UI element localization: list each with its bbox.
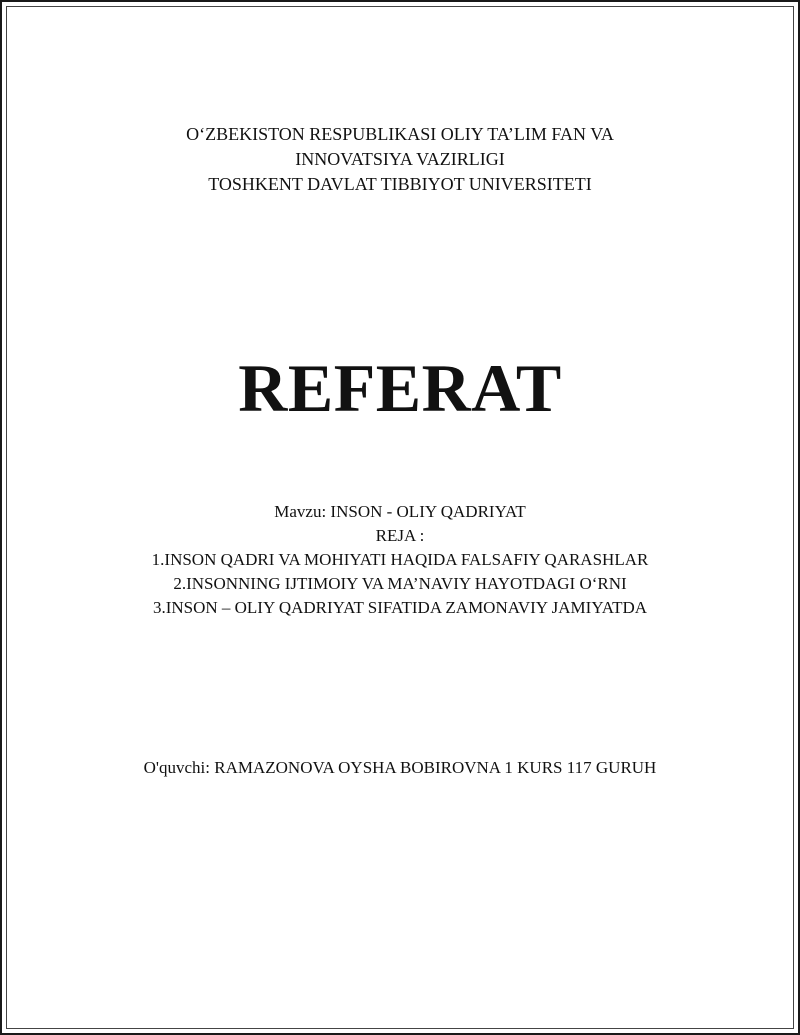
header-line-3: TOSHKENT DAVLAT TIBBIYOT UNIVERSITETI <box>208 174 592 194</box>
student-course: 1 KURS <box>504 758 563 777</box>
institution-header <box>0 122 800 197</box>
topic-label: Mavzu: <box>274 502 327 521</box>
plan-item-2: 2.INSONNING IJTIMOIY VA MA’NAVIY HAYOTDAGI O‘RNI <box>173 574 627 593</box>
plan-item-1: 1.INSON QADRI VA MOHIYATI HAQIDA FALSAFIY QARASHLAR <box>151 550 649 569</box>
student-name: RAMAZONOVA OYSHA BOBIROVNA <box>214 758 501 777</box>
document-title: REFERAT <box>238 350 562 426</box>
student-group: 117 GURUH <box>566 758 657 777</box>
student-info <box>0 756 800 780</box>
plan-heading: REJA : <box>375 526 425 545</box>
topic-line <box>0 500 800 524</box>
student-line <box>0 756 800 780</box>
topic-value: INSON - OLIY QADRIYAT <box>330 502 526 521</box>
header-line-1: O‘ZBEKISTON RESPUBLIKASI OLIY TA’LIM FAN VA <box>186 124 614 144</box>
plan-item-3: 3.INSON – OLIY QADRIYAT SIFATIDA ZAMONAVIY JAMIYATDA <box>152 598 648 617</box>
topic-and-plan <box>0 500 800 620</box>
student-label: O'quvchi: <box>143 758 210 777</box>
header-line-2: INNOVATSIYA VAZIRLIGI <box>295 149 505 169</box>
